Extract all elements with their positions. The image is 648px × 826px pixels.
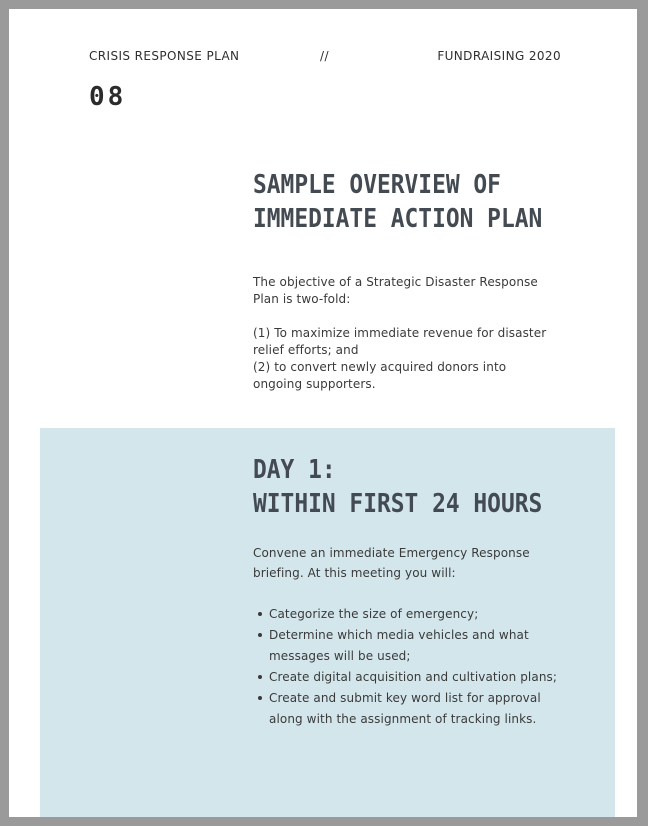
objective-item-1: (1) To maximize immediate revenue for disaster relief efforts; and [253,326,547,357]
page-header [89,49,561,65]
list-item: Determine which media vehicles and what messages will be used; [269,625,559,667]
objective-paragraph: The objective of a Strategic Disaster Response Plan is two-fold: [253,275,538,306]
day1-title-line-2: WITHIN FIRST 24 HOURS [253,489,543,519]
day1-title-line-1: DAY 1: [253,455,336,485]
list-item: Categorize the size of emergency; [269,604,559,625]
list-item: Create and submit key word list for approval along with the assignment of tracking links. [269,688,559,730]
day1-bullet-list [253,604,559,730]
overview-section [253,168,573,393]
overview-title-line-2: IMMEDIATE ACTION PLAN [253,204,543,234]
objective-item-2: (2) to convert newly acquired donors into ongoing supporters. [253,360,507,391]
header-left-text: CRISIS RESPONSE PLAN [89,49,240,63]
day1-intro-paragraph: Convene an immediate Emergency Response briefing. At this meeting you will: [253,546,530,580]
page-number: 08 [89,82,127,112]
document-page [9,9,637,817]
overview-title-line-1: SAMPLE OVERVIEW OF [253,170,501,200]
list-item: Create digital acquisition and cultivation plans; [269,667,559,688]
day1-section [253,453,573,730]
header-right-text: FUNDRAISING 2020 [437,49,561,63]
header-separator: // [320,49,329,63]
